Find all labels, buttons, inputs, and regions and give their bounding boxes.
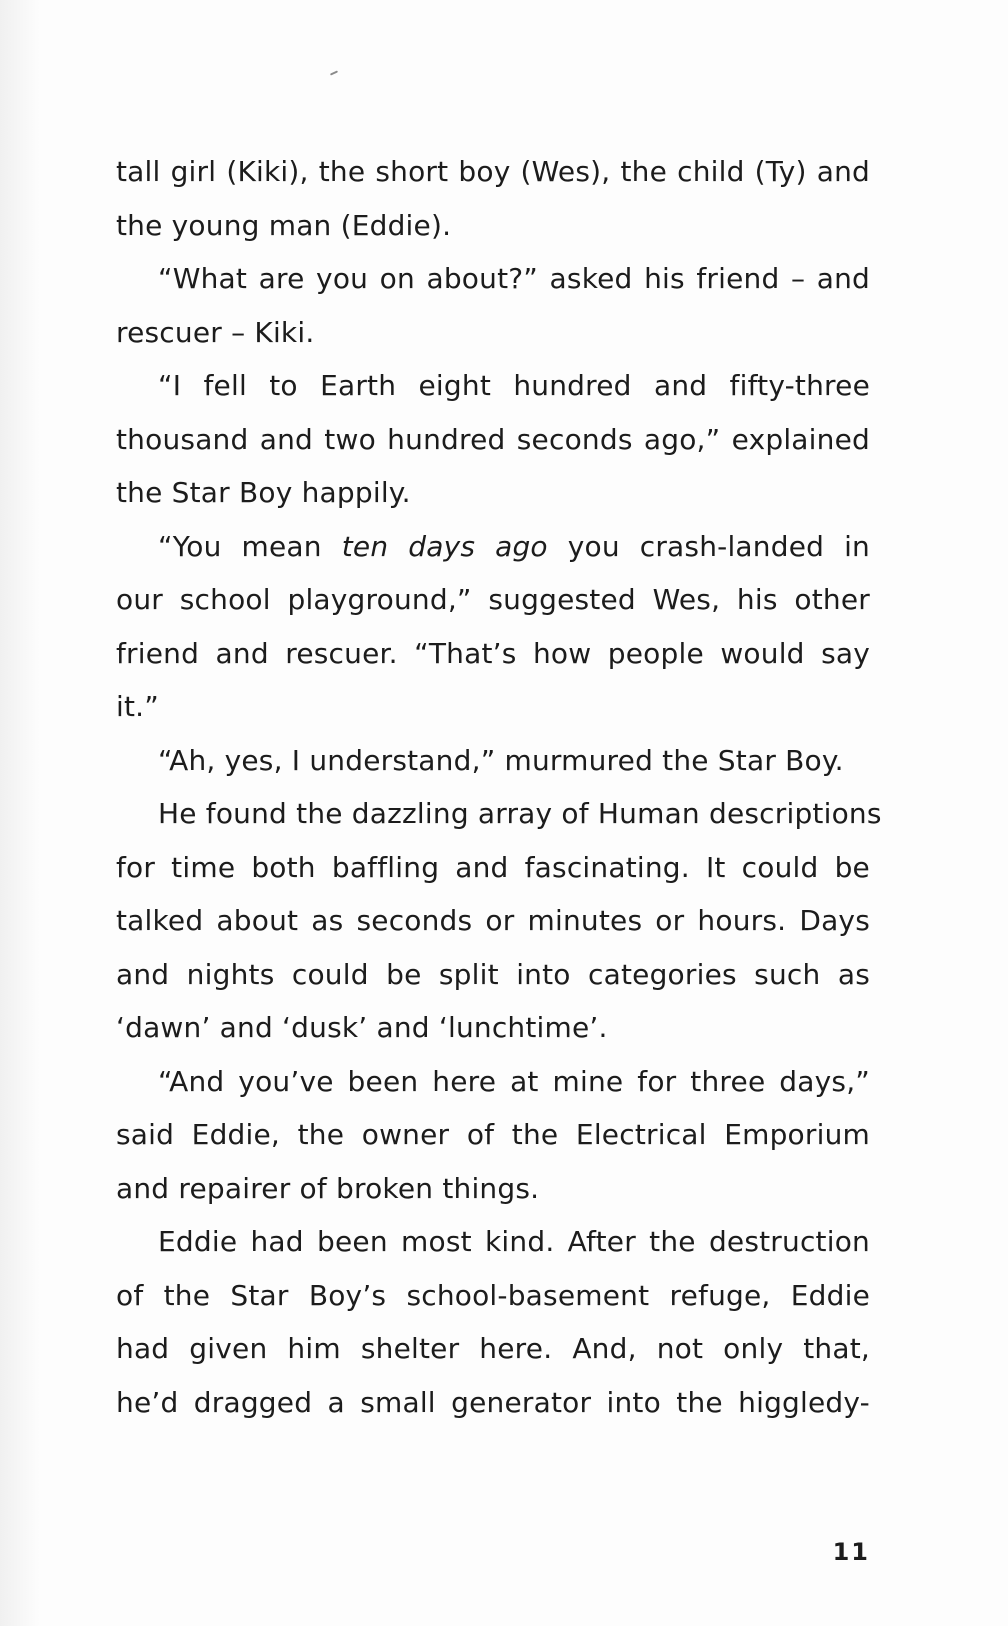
page-number: 11 [832,1538,870,1566]
text-line: he’d dragged a small generator into the higgledy- [116,1385,870,1419]
text-line: it.” [116,690,159,723]
text-line: our school playground,” suggested Wes, his other [116,583,870,616]
text-line: and nights could be split into categories such as [116,957,870,991]
text-line: talked about as seconds or minutes or hours. Days [116,904,870,937]
text-line: He found the dazzling array of Human descriptions [158,797,882,830]
text-line: ‘dawn’ and ‘dusk’ and ‘lunchtime’. [116,1011,608,1044]
text-line: rescuer – Kiki. [116,315,315,349]
italic-text: ten days ago [341,529,548,563]
text-line: tall girl (Kiki), the short boy (Wes), the child (Ty) and [116,155,870,188]
text-line: for time both baffling and fascinating. It could be [116,850,870,884]
text-line: had given him shelter here. And, not only that, [116,1332,870,1365]
text-line: Eddie had been most kind. After the destruction [158,1225,870,1258]
scan-speck [330,70,338,75]
text-line: “What are you on about?” asked his friend – and [158,262,870,295]
text-line [116,520,870,574]
text-line: friend and rescuer. “That’s how people would say [116,636,870,670]
text-line: and repairer of broken things. [116,1171,540,1205]
text-line: said Eddie, the owner of the Electrical Emporium [116,1118,870,1151]
text-line: “And you’ve been here at mine for three days,” [158,1064,870,1098]
text-line: thousand and two hundred seconds ago,” explained [116,422,870,456]
text-line: the Star Boy happily. [116,476,411,509]
text-run: “You mean [158,529,342,563]
text-run: you crash-landed in [547,529,870,563]
text-line: the young man (Eddie). [116,208,452,242]
text-line: “Ah, yes, I understand,” murmured the Star Boy. [158,743,844,777]
gutter-shadow [0,0,40,1626]
body-text [116,145,882,1429]
text-line: “I fell to Earth eight hundred and fifty-three [158,369,870,402]
text-line: of the Star Boy’s school-basement refuge, Eddie [116,1278,870,1312]
